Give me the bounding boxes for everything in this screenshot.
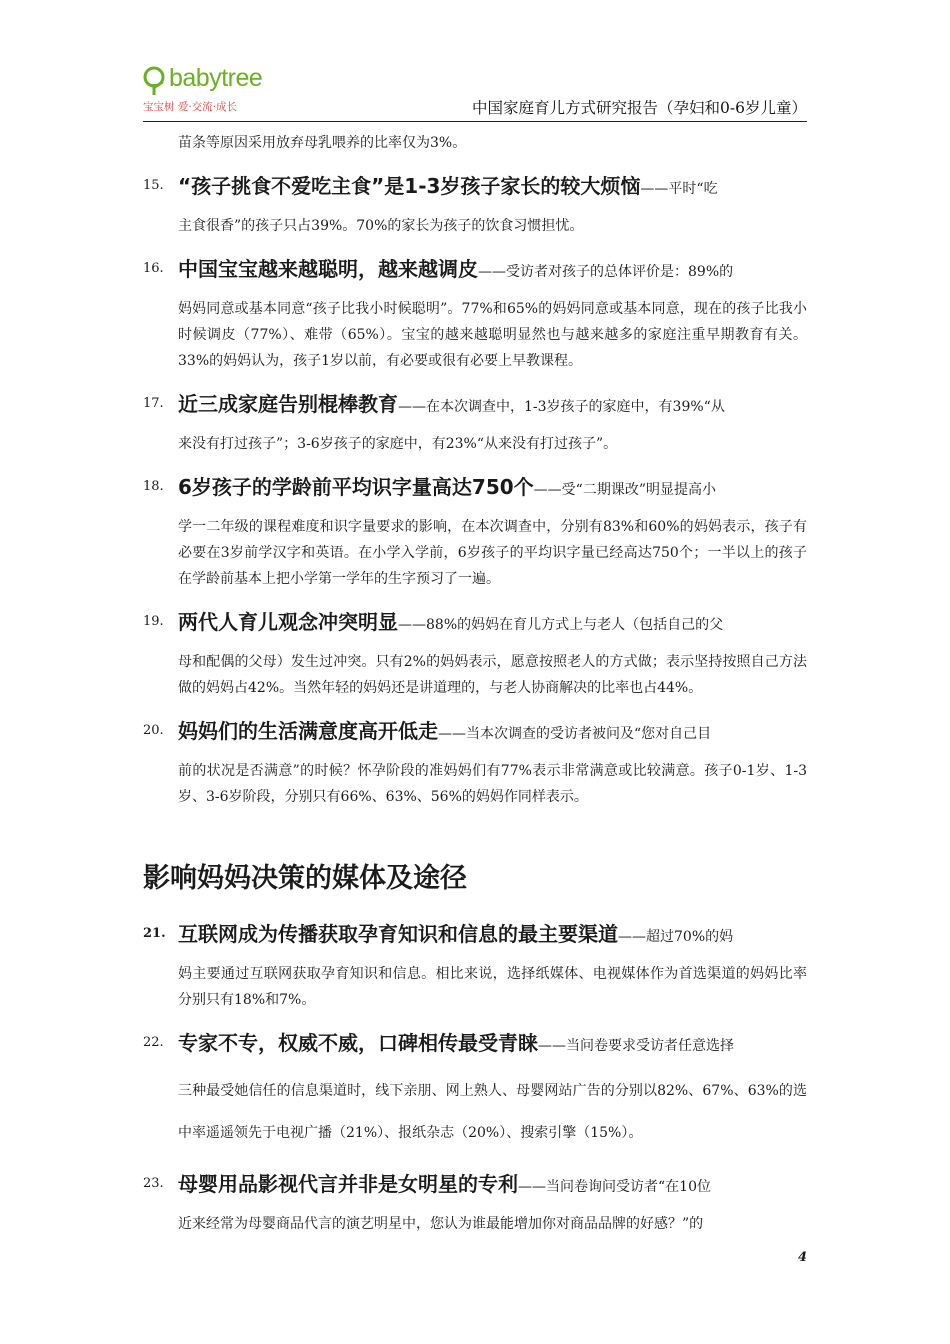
- report-title: 中国家庭育儿方式研究报告（孕妇和0-6岁儿童）: [472, 99, 807, 117]
- list-item: [143, 1019, 807, 1154]
- media-findings-list: [143, 910, 807, 1237]
- item-lead: ——88%的妈妈在育儿方式上与老人（包括自己的父: [398, 617, 724, 633]
- page-content: [143, 130, 807, 1237]
- item-lead: ——受“二期课改”明显提高小: [533, 482, 716, 498]
- list-item: [143, 707, 807, 810]
- item-lead: ——超过70%的妈: [618, 929, 734, 945]
- item-headline: “孩子挑食不爱吃主食”是1-3岁孩子家长的较大烦恼: [178, 174, 641, 198]
- list-item: [143, 162, 807, 239]
- babytree-logo: [143, 64, 283, 118]
- item-number: 22.: [143, 1035, 164, 1050]
- item-headline: 互联网成为传播获取孕育知识和信息的最主要渠道: [178, 922, 618, 946]
- item-headline: 近三成家庭告别棍棒教育: [178, 392, 398, 416]
- item-body: 母和配偶的父母）发生过冲突。只有2%的妈妈表示，愿意按照老人的方式做；表示坚持按照自己方法做的妈妈占42%。当然年轻的妈妈还是讲道理的，与老人协商解决的比率也占44%。: [178, 654, 807, 696]
- item-lead: ——当问卷询问受访者“在10位: [518, 1179, 711, 1195]
- item-headline: 母婴用品影视代言并非是女明星的专利: [178, 1172, 518, 1196]
- page-number: 4: [797, 1250, 807, 1265]
- item-lead: ——平时“吃: [640, 181, 718, 197]
- item-body: 三种最受她信任的信息渠道时，线下亲朋、网上熟人、母婴网站广告的分别以82%、67%、63%的选中率遥遥领先于电视广播（21%）、报纸杂志（20%）、搜索引擎（15%）。: [178, 1083, 807, 1141]
- item-headline: 中国宝宝越来越聪明，越来越调皮: [178, 257, 478, 281]
- item-body: 学一二年级的课程难度和识字量要求的影响，在本次调查中，分别有83%和60%的妈妈表示，孩子有必要在3岁前学汉字和英语。在小学入学前，6岁孩子的平均识字量已经高达750个；一半以上的孩子在学龄前基本上把小学第一学年的生字预习了一遍。: [178, 519, 807, 587]
- item-body: 妈妈同意或基本同意“孩子比我小时候聪明”。77%和65%的妈妈同意或基本同意，现在的孩子比我小时候调皮（77%）、难带（65%）。宝宝的越来越聪明显然也与越来越多的家庭注重早期教育有关。33%的妈妈认为，孩子1岁以前，有必要或很有必要上早教课程。: [178, 301, 807, 369]
- logo-wordmark: babytree: [169, 64, 263, 92]
- item-body: 妈主要通过互联网获取孕育知识和信息。相比来说，选择纸媒体、电视媒体作为首选渠道的妈妈比率分别只有18%和7%。: [178, 966, 807, 1008]
- list-item: [143, 463, 807, 592]
- findings-list: [143, 162, 807, 810]
- item-number: 21.: [143, 926, 166, 941]
- item-number: 19.: [143, 614, 164, 629]
- item-number: 18.: [143, 479, 164, 494]
- item-headline: 专家不专，权威不威，口碑相传最受青睐: [178, 1031, 538, 1055]
- header-divider: [143, 121, 807, 122]
- item-lead: ——受访者对孩子的总体评价是：89%的: [478, 264, 734, 280]
- item-number: 16.: [143, 261, 164, 276]
- item-body: 来没有打过孩子”；3-6岁孩子的家庭中，有23%“从来没有打过孩子”。: [178, 436, 618, 452]
- section-heading: 影响妈妈决策的媒体及途径: [143, 863, 467, 894]
- list-item: [143, 1160, 807, 1237]
- item-number: 17.: [143, 396, 164, 411]
- item-number: 20.: [143, 723, 164, 738]
- item-headline: 妈妈们的生活满意度高开低走: [178, 719, 438, 743]
- intro-paragraph: 苗条等原因采用放弃母乳喂养的比率仅为3%。: [178, 135, 467, 151]
- item-number: 23.: [143, 1176, 164, 1191]
- item-lead: ——在本次调查中，1-3岁孩子的家庭中，有39%“从: [398, 399, 725, 415]
- list-item: [143, 598, 807, 701]
- item-headline: 两代人育儿观念冲突明显: [178, 610, 398, 634]
- item-body: 前的状况是否满意”的时候？怀孕阶段的准妈妈们有77%表示非常满意或比较满意。孩子0-1岁、1-3岁、3-6岁阶段，分别只有66%、63%、56%的妈妈作同样表示。: [178, 763, 807, 805]
- list-item: [143, 245, 807, 374]
- list-item: [143, 380, 807, 457]
- item-number: 15.: [143, 178, 164, 193]
- item-lead: ——当本次调查的受访者被问及“您对自己目: [438, 726, 712, 742]
- logo-tagline: 宝宝树 爱·交流·成长: [143, 101, 238, 113]
- item-lead: ——当问卷要求受访者任意选择: [538, 1038, 734, 1054]
- list-item: [143, 910, 807, 1013]
- item-body: 近来经常为母婴商品代言的演艺明星中，您认为谁最能增加你对商品品牌的好感？”的: [178, 1216, 704, 1232]
- item-headline: 6岁孩子的学龄前平均识字量高达750个: [178, 475, 534, 499]
- item-body: 主食很香”的孩子只占39%。70%的家长为孩子的饮食习惯担忧。: [178, 218, 584, 234]
- tree-icon: [143, 66, 169, 96]
